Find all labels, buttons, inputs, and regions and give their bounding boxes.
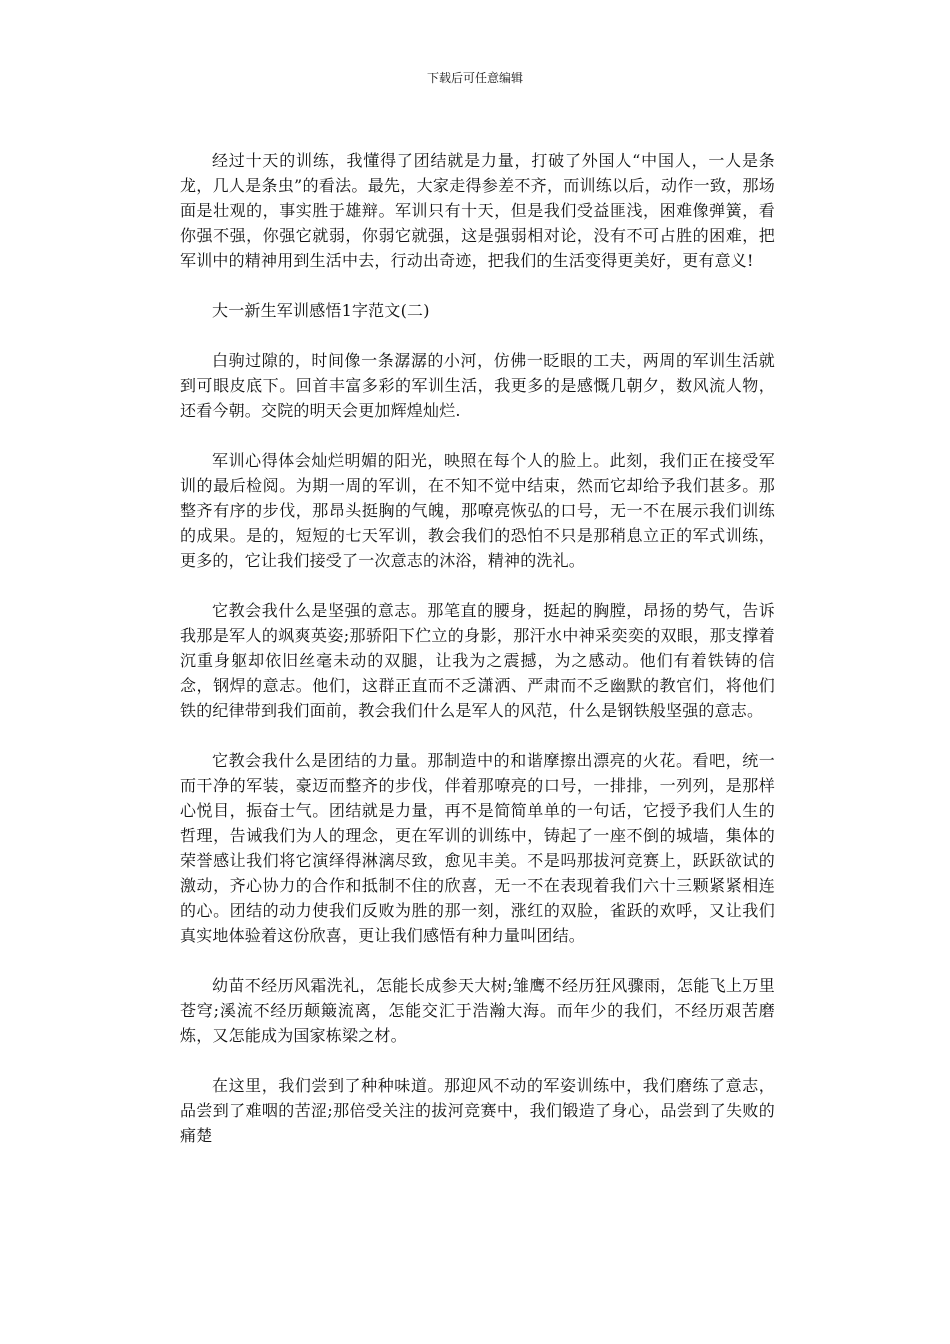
paragraph-2: 白驹过隙的，时间像一条潺潺的小河，仿佛一眨眼的工夫，两周的军训生活就到可眼皮底下。回首丰富多彩的军训生活，我更多的是感慨几朝夕，数风流人物，还看今朝。交院的明天会更加辉煌灿烂.: [180, 351, 775, 420]
paragraph-5: 它教会我什么是团结的力量。那制造中的和谐摩擦出漂亮的火花。看吧，统一而干净的军装，豪迈而整齐的步伐，伴着那嘹亮的口号，一排排，一列列，是那样心悦目，振奋士气。团结就是力量，再不是简简单单的一句话，它授予我们人生的哲理，告诫我们为人的理念，更在军训的训练中，铸起了一座不倒的城墙，集体的荣誉感让我们将它演绎得淋漓尽致，愈见丰美。不是吗那拔河竞赛上，跃跃欲试的激动，齐心协力的合作和抵制不住的欣喜，无一不在表现着我们六十三颗紧紧相连的心。团结的动力使我们反败为胜的那一刻，涨红的双脸，雀跃的欢呼，又让我们真实地体验着这份欣喜，更让我们感悟有种力量叫团结。: [180, 751, 775, 945]
paragraph-7: 在这里，我们尝到了种种味道。那迎风不动的军姿训练中，我们磨练了意志，品尝到了难咽的苦涩;那倍受关注的拔河竞赛中，我们锻造了身心，品尝到了失败的痛楚: [180, 1076, 775, 1145]
paragraph-1: 经过十天的训练，我懂得了团结就是力量，打破了外国人“中国人，一人是条龙，几人是条虫”的看法。最先，大家走得参差不齐，而训练以后，动作一致，那场面是壮观的，事实胜于雄辩。军训只有十天，但是我们受益匪浅，困难像弹簧，看你强不强，你强它就弱，你弱它就强，这是强弱相对论，没有不可占胜的困难，把军训中的精神用到生活中去，行动出奇迹，把我们的生活变得更美好，更有意义!: [180, 151, 775, 270]
section-heading: 大一新生军训感悟1字范文(二): [212, 301, 430, 320]
document-body: [180, 148, 775, 1148]
paragraph-3: 军训心得体会灿烂明媚的阳光，映照在每个人的脸上。此刻，我们正在接受军训的最后检阅。为期一周的军训，在不知不觉中结束，然而它却给予我们甚多。那整齐有序的步伐，那昂头挺胸的气魄，那嘹亮恢弘的口号，无一不在展示我们训练的成果。是的，短短的七天军训，教会我们的恐怕不只是那稍息立正的军式训练，更多的，它让我们接受了一次意志的沐浴，精神的洗礼。: [180, 451, 775, 570]
header-note: 下载后可任意编辑: [426, 71, 523, 85]
paragraph-6: 幼苗不经历风霜洗礼，怎能长成参天大树;雏鹰不经历狂风骤雨，怎能飞上万里苍穹;溪流不经历颠簸流离，怎能交汇于浩瀚大海。而年少的我们，不经历艰苦磨炼，又怎能成为国家栋梁之材。: [180, 976, 775, 1045]
paragraph-4: 它教会我什么是坚强的意志。那笔直的腰身，挺起的胸膛，昂扬的势气，告诉我那是军人的飒爽英姿;那骄阳下伫立的身影，那汗水中神采奕奕的双眼，那支撑着沉重身躯却依旧丝毫未动的双腿，让我为之震撼，为之感动。他们有着铁铸的信念，钢焊的意志。他们，这群正直而不乏潇洒、严肃而不乏幽默的教官们，将他们铁的纪律带到我们面前，教会我们什么是军人的风范，什么是钢铁般坚强的意志。: [180, 601, 775, 720]
